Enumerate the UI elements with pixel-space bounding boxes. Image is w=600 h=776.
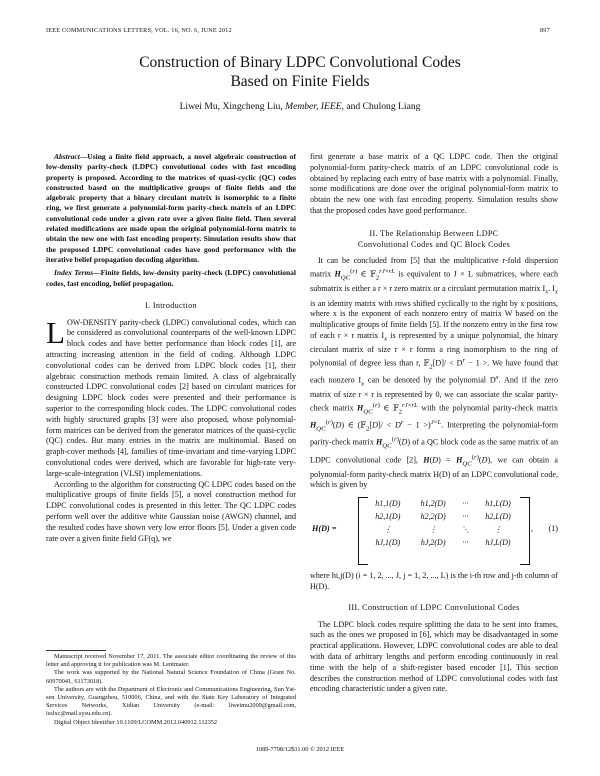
text-segment: is represented by a unique polynomial, the binary circulant matrix of size r × r forms a ring isomorphism to the ring of polynomial of degree less than r, 𝔽 [310, 331, 558, 368]
author-names-a: Liwei Mu, Xingcheng Liu, [179, 101, 286, 112]
matrix-row [366, 498, 522, 511]
matrix-cell: h2,L(D) [485, 512, 511, 522]
matrix-cell: h2,2(D) [420, 512, 446, 522]
footnote-funding: The work was supported by the National Natural Science Foundation of China (Grant No. 60970041, 61173018). [46, 669, 296, 685]
text-segment: , we can obtain a polynomial-form parity-check matrix H(D) of an LDPC convolutional code, which is given by [310, 455, 559, 490]
section-2-paragraph: It can be concluded from [5] that the multiplicative r-fold dispersion matrix $H_{QC}^{(r)}$ ∈ 𝔽$_2^{rJ\times rL}$ is equivalent to J × L submatrices, where each submatrix is either a r × r zero matrix or a circulant permutation matrix $I_x$. $I_x$ is an identity matrix with rows shifted cyclically to the right by x positions, where x is the exponent of each nonzero entry of matrix W based on the multiplicative groups of finite fields [5]. If the nonzero entry in the first row of each r × r matrix $I_x$ is represented by a unique polynomial, the binary circulant matrix of size r × r forms a ring isomorphism to the ring of polynomial of degree less than r, 𝔽$_2$[D]/ < $D^r - 1$ >. We have found that each nonzero $I_x$ can be denoted by the polynomial $D^x$. And if the zero matrix of size r × r is represented by 0, we can associate the scalar parity-check matrix $H_{QC}^{(r)}$ ∈ 𝔽$_2^{rJ\times rL}$ with the polynomial parity-check matrix $H_{QC}^{(r)}(D)$ ∈ (𝔽$_2$[D]/ < $D^r - 1 >)^{J\times L}$. Interpreting the polynomial-form parity-check matrix $H_{QC}^{(r)}(D)$ of a QC block code as the same matrix of an LDPC convolutional code [2], $H(D) = H_{QC}^{(r)}(D)$, we can obtain a polynomial-form parity-check matrix H(D) of an LDPC convolutional code, which is given by [310, 256, 559, 490]
intro-paragraph-1-text: OW-DENSITY parity-check (LDPC) convolutional codes, which can be considered as convolutional counterparts of the well-known LDPC block codes and have better performance than block codes [1], are attracting increasing attention in the field of coding. Although LDPC convolutional codes can be derived from LDPC block codes [1], their algebraic construction methods remain limited. A class of algebraically constructed LDPC convolutional codes [2] based on circulant matrices for designing LDPC block codes were presented and their performance is superior to the corresponding block codes. The LDPC convolutional codes with highly structured graphs [3] were also proposed, whose polynomial-form matrices can be derived from the generator matrices of the quasi-cyclic (QC) codes. But many entries in the matrix are multinomial. Based on graph-cover methods [4], families of time-invariant and time-varying LDPC convolutional codes were derived, which are favorable for high-rate very-large-scale-integration (VLSI) implementations. [46, 317, 296, 478]
matrix-cell: h1,L(D) [485, 499, 511, 509]
index-terms [46, 268, 296, 289]
text-segment: . I [548, 284, 555, 294]
matrix-table [366, 498, 522, 549]
text-segment: can be denoted by the polynomial D [364, 376, 496, 386]
drop-cap: L [46, 314, 65, 350]
text-segment: of a QC block code as the same matrix of an LDPC convolutional code [2], [310, 438, 558, 465]
text-segment: It can be concluded from [5] that the multiplicative r-fold dispersion matrix [310, 256, 558, 279]
abstract-label: Abstract [54, 152, 80, 161]
intro-paragraph-2: According to the algorithm for constructing QC LDPC codes based on the multiplicative groups of finite fields [5], a novel construction method for LDPC convolutional codes is presented in this letter. The QC LDPC codes perform well over the additive white Gaussian noise (AWGN) channel, and the resulted codes have shown very low error floors [5]. Under a given code rate over a given finite field GF(q), we [46, 479, 296, 543]
matrix-cell: hJ,1(D) [375, 537, 401, 547]
matrix-cell: ⋮ [383, 524, 392, 534]
matrix-cell: h2,1(D) [375, 512, 401, 522]
text-segment: is equivalent to J × L submatrices, where each submatrix is either a r × r zero matrix or a circulant permutation matrix I [310, 269, 558, 294]
matrix-cell: ⋮ [429, 524, 438, 534]
matrix-cell: ⋱ [461, 524, 470, 534]
equation-where-text: where hi,j(D) (i = 1, 2, ..., J, j = 1, 2, ..., L) is the i-th row and j-th column of H(D). [310, 571, 558, 592]
footnote-received: Manuscript received November 17, 2011. The associate editor coordinating the review of this letter and approving it for publication was M. Lentmaier. [46, 653, 296, 669]
index-terms-text: —Finite fields, low-density parity-check (LDPC) convolutional codes, fast encoding, belief propagation. [46, 268, 296, 288]
title-line-2: Based on Finite Fields [230, 73, 370, 90]
abstract [46, 152, 296, 265]
text-segment: . Interpreting the polynomial-form parity-check matrix [310, 421, 558, 448]
footnote-affiliation: The authors are with the Department of Electronic and Communications Engineering, Sun Yat-sen University, Guangzhou, 510006, China, and with the State Key Laboratory of Integrated Services Networks, Xidian University (e-mail: liweimu2009@gmail.com, isslxc@mail.sysu.edu.cn). [46, 685, 296, 718]
footnotes [46, 653, 296, 727]
abstract-text: —Using a finite field approach, a novel algebraic construction of low-density parity-check (LDPC) convolutional codes with fast encoding property is proposed. According to the matrices of quasi-cyclic (QC) codes constructed based on the multiplicative groups of finite fields and the algebraic property that a binary circulant matrix is isomorphic to a finite ring, we first generate a polynomial-form parity-check matrix of an LDPC convolutional code under a given rate over a given finite field. Then several related modifications are made upon the original polynomial-form matrix to obtain the new one with fast encoding property. Simulation results show that the proposed LDPC convolutional codes have good performance with the iterative belief propagation decoding algorithm. [46, 152, 296, 264]
title-line-1: Construction of Binary LDPC Convolutional Codes [139, 54, 461, 71]
author-list [0, 101, 600, 112]
matrix-cell: h1,2(D) [420, 499, 446, 509]
intro-paragraph-3: first generate a base matrix of a QC LDPC code. Then the original polynomial-form parity-check matrix of an LDPC convolutional code is obtained by replacing each entry of base matrix with a polynomial. Finally, some modifications are done over the original polynomial-form matrix to obtain the new one with fast encoding property. Simulation results show that the proposed codes have good performance. [310, 152, 558, 215]
author-membership: Member, IEEE, [285, 101, 344, 112]
running-header: IEEE COMMUNICATIONS LETTERS, VOL. 16, NO. 6, JUNE 2012 [46, 27, 232, 34]
equation-1 [310, 495, 558, 567]
intro-paragraph-1 [46, 314, 296, 480]
text-segment: − 1 >. We have found that each nonzero I [310, 358, 558, 386]
section-2-heading-line-1: II. The Relationship Between LDPC [369, 228, 499, 238]
index-terms-label: Index Terms [54, 268, 94, 278]
paper-title [0, 53, 600, 91]
matrix-cell: ··· [462, 512, 469, 522]
author-names-b: and Chulong Liang [343, 101, 421, 112]
matrix-cell: h1,1(D) [375, 499, 401, 509]
matrix-cell: ··· [462, 499, 469, 509]
equation-number: (1) [548, 524, 558, 534]
text-segment: is an identity matrix with rows shifted cyclically to the right by x positions, where x is the exponent of each nonzero entry of matrix W based on the multiplicative groups of finite fields [5]. If the nonzero entry in the first row of each r × r matrix I [310, 298, 558, 341]
text-segment: with the polynomial parity-check matrix [417, 403, 558, 413]
equation-comma: , [531, 524, 534, 534]
matrix-cell: ··· [462, 537, 469, 547]
matrix-cell: hJ,L(D) [485, 537, 511, 547]
left-column [46, 152, 296, 544]
footnote-doi: Digital Object Identifier 10.1109/LCOMM.2012.040912.112352 [54, 718, 218, 726]
text-segment: . And if the zero matrix of size r × r is represented by 0, we can associate the scalar parity-check matrix [310, 376, 559, 413]
section-3-heading: III. Construction of LDPC Convolutional Codes [348, 602, 520, 612]
matrix-row [366, 524, 522, 537]
matrix-row [366, 511, 522, 524]
section-3-paragraph: The LDPC block codes require splitting the data to be sent into frames, such as the ones we proposed in [6], which may be disadvantaged in some practical applications. However, LDPC convolutional codes are able to deal with data of arbitrary lengths and perform encoding continuously in real time with the help of a shift-register based encoder [1]. This section describes the construction method of LDPC convolutional codes with fast encoding characteristic under a given rate. [310, 619, 558, 694]
page-number: 897 [540, 27, 550, 34]
text-segment: [D]/ < D [432, 358, 463, 368]
copyright-line: 1089-7798/12$31.00 © 2012 IEEE [255, 746, 345, 753]
footnote-rule [46, 650, 106, 651]
matrix-row [366, 537, 522, 550]
section-1-heading: I. Introduction [145, 300, 197, 310]
section-2-heading-line-2: Convolutional Codes and QC Block Codes [357, 239, 511, 249]
equation-lhs: H(D) = [312, 524, 337, 534]
right-column [310, 152, 558, 695]
matrix-cell: ⋮ [494, 524, 503, 534]
matrix-cell: hJ,2(D) [420, 537, 446, 547]
